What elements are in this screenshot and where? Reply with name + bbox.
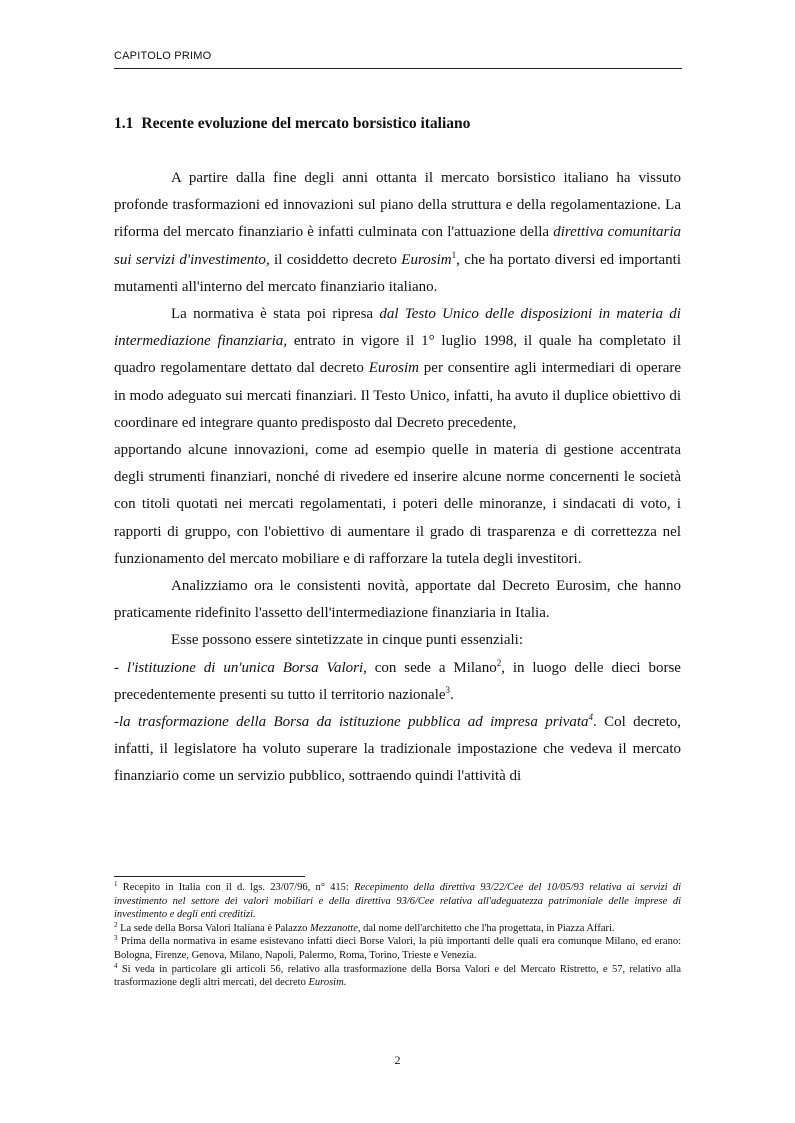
paragraph-2-continued: apportando alcune innovazioni, come ad esempio quelle in materia di gestione accentrata degli strumenti finanziari, nonché di rivedere ed inserire alcune norme concernenti le società con titoli quotati nei mercati regolamentati, i poteri delle minoranze, i sindacati di voto, i rapporti di gruppo, con l'obiettivo di aumentare il grado di trasparenza e di correttezza nel funzionamento del mercato mobiliare e di rafforzare la tutela degli investitori. xyxy=(114,442,681,567)
paragraph-3: Analizziamo ora le consistenti novità, apportate dal Decreto Eurosim, che hanno praticamente ridefinito l'assetto dell'intermediazione finanziaria in Italia. xyxy=(114,578,681,622)
text-run: Si veda in particolare gli articoli 56, relativo alla trasformazione della Borsa Valori e del Mercato Ristretto, e 57, relativo alla trasformazione degli altri mercati, del decreto xyxy=(114,963,681,989)
text-run: Prima della normativa in esame esistevano infatti dieci Borse Valori, la più importanti delle quali era comunque Milano, ed erano: Bologna, Firenze, Genova, Milano, Napoli, Palermo, Roma, Torino, Trieste e Venezia. xyxy=(114,936,681,961)
footnote-ref-1[interactable]: 1 xyxy=(451,249,457,260)
italic-run: dal Testo Unico delle disposizioni in materia di intermediazione finanziaria xyxy=(114,306,681,350)
italic-run: Eurosim xyxy=(401,251,452,268)
text-run: A partire dalla fine degli anni ottanta il mercato borsistico italiano ha vissuto profonde trasformazioni ed innovazioni sul piano della struttura e della regolamentazione. La riforma del mercato finanziario è infatti culminata con l'attuazione della xyxy=(114,170,681,241)
italic-run: Recepimento della direttiva 93/22/Cee del 10/05/93 relativa ai servizi di investimento nel settore dei valori mobiliari e della direttiva 93/6/Cee relativa all'adeguatezza patrimoniale delle imprese di investimento e degli enti creditizi. xyxy=(114,882,681,921)
running-header: CAPITOLO PRIMO xyxy=(114,50,212,62)
footnote-number: 3 xyxy=(114,934,118,943)
list-dash: - xyxy=(114,659,127,676)
section-title xyxy=(114,115,470,133)
text-run: , il cosiddetto decreto xyxy=(265,251,402,268)
footnote-2 xyxy=(114,922,681,936)
footnote-number: 4 xyxy=(114,961,118,970)
text-run: , che ha portato diversi ed importanti mutamenti all'interno del mercato finanziario italiano. xyxy=(114,251,681,295)
footnote-1 xyxy=(114,881,681,922)
footnote-ref-3[interactable]: 3 xyxy=(445,684,451,695)
body-text xyxy=(114,165,681,791)
text-run: , con sede a Milano xyxy=(363,659,497,676)
paragraph-2 xyxy=(114,301,681,437)
text-run: La sede della Borsa Valori Italiana è Palazzo xyxy=(117,922,311,934)
text-run: , dal nome dell'architetto che l'ha progettata, in Piazza Affari. xyxy=(357,922,615,934)
italic-run: Mezzanotte xyxy=(310,922,358,934)
text-run: per consentire agli intermediari di operare in modo adeguato sui mercati finanziari. Il Testo Unico, infatti, ha avuto il duplice obiettivo di coordinare ed integrare quanto predisposto dal Decreto precedente, xyxy=(114,360,682,431)
list-item-2 xyxy=(114,709,681,791)
footnotes xyxy=(114,881,681,990)
footnote-4 xyxy=(114,963,681,990)
paragraph-4: Esse possono essere sintetizzate in cinque punti essenziali: xyxy=(171,632,523,649)
header-rule xyxy=(114,68,682,69)
italic-run: -la trasformazione della Borsa da istituzione pubblica ad impresa privata xyxy=(114,714,589,731)
footnote-ref-2[interactable]: 2 xyxy=(496,657,502,668)
footnote-number: 2 xyxy=(114,920,118,929)
italic-run: Eurosim xyxy=(308,977,344,989)
paragraph-1 xyxy=(114,165,681,301)
text-run: . xyxy=(450,686,454,703)
list-item-1 xyxy=(114,655,681,709)
italic-run: direttiva comunitaria sui servizi d'investimento xyxy=(114,224,681,268)
text-run: , in luogo delle dieci borse precedentemente presenti su tutto il territorio nazionale xyxy=(114,659,681,703)
section-title-text: Recente evoluzione del mercato borsistico italiano xyxy=(141,115,471,132)
italic-run: l'istituzione di un'unica Borsa Valori xyxy=(126,659,364,676)
text-run: . Col decreto, infatti, il legislatore ha voluto superare la tradizionale impostazione che vedeva il mercato finanziario come un servizio pubblico, sottraendo quindi l'attività di xyxy=(114,714,681,785)
text-run: La normativa è stata poi ripresa xyxy=(171,306,380,323)
footnote-rule xyxy=(114,876,305,877)
text-run: , entrato in vigore il 1° luglio 1998, il quale ha completato il quadro regolamentare dettato dal decreto xyxy=(114,333,681,377)
section-number: 1.1 xyxy=(114,115,134,132)
italic-run: Eurosim xyxy=(368,360,419,377)
footnote-3 xyxy=(114,935,681,962)
footnote-number: 1 xyxy=(114,880,118,888)
text-run: . xyxy=(343,977,347,989)
text-run: Recepito in Italia con il d. lgs. 23/07/96, n° 415: xyxy=(117,882,355,893)
footnote-ref-4[interactable]: 4 xyxy=(588,712,594,723)
page-number: 2 xyxy=(394,1053,401,1067)
